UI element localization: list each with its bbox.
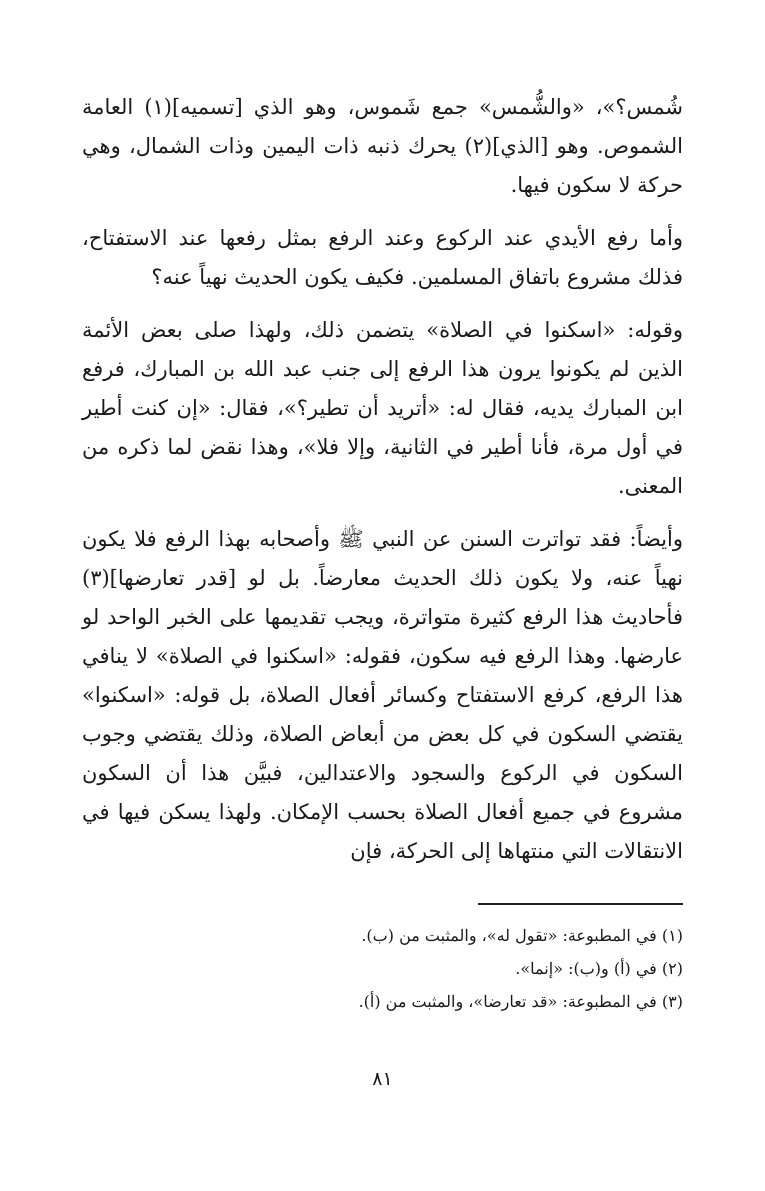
paragraph-2: وأما رفع الأيدي عند الركوع وعند الرفع بمثل رفعها عند الاستفتاح، فذلك مشروع باتفاق المسلمين. فكيف يكون الحديث نهياً عنه؟ <box>82 226 683 289</box>
main-text <box>82 88 683 871</box>
footnote-divider <box>478 903 683 905</box>
paragraph-3: وقوله: «اسكنوا في الصلاة» يتضمن ذلك، ولهذا صلى بعض الأئمة الذين لم يكونوا يرون هذا الرفع إلى جنب عبد الله بن المبارك، فرفع ابن المبارك يديه، فقال له: «أتريد أن تطير؟»، فقال: «إن كنت أطير في أول مرة، فأنا أطير في الثانية، وإلا فلا»، وهذا نقض لما ذكره من المعنى. <box>82 318 683 498</box>
footnote-1: (١) في المطبوعة: «تقول له»، والمثبت من (ب). <box>361 926 683 945</box>
paragraph-1: شُمس؟»، «والشُّمس» جمع شَموس، وهو الذي [تسميه](١) العامة الشموص. وهو [الذي](٢) يحرك ذنبه ذات اليمين وذات الشمال، وهي حركة لا سكون فيها. <box>82 95 684 197</box>
footnotes <box>82 919 683 1018</box>
paragraph-4: وأيضاً: فقد تواترت السنن عن النبي ﷺ وأصحابه بهذا الرفع فلا يكون نهياً عنه، ولا يكون ذلك الحديث معارضاً. بل لو [قدر تعارضها](٣) فأحاديث هذا الرفع كثيرة متواترة، ويجب تقديمها على الخبر الواحد لو عارضها. وهذا الرفع فيه سكون، فقوله: «اسكنوا في الصلاة» لا ينافي هذا الرفع، كرفع الاستفتاح وكسائر أفعال الصلاة، بل قوله: «اسكنوا» يقتضي السكون في كل بعض من أبعاض الصلاة، وذلك يقتضي وجوب السكون في الركوع والسجود والاعتدالين، فبيَّن هذا أن السكون مشروع في جميع أفعال الصلاة بحسب الإمكان. ولهذا يسكن فيها في الانتقالات التي منتهاها إلى الحركة، فإن <box>82 527 683 863</box>
footnote-2: (٢) في (أ) و(ب): «إنما». <box>515 959 683 978</box>
footnote-3: (٣) في المطبوعة: «قد تعارضا»، والمثبت من (أ). <box>358 992 683 1011</box>
page-number: ٨١ <box>372 1068 393 1090</box>
